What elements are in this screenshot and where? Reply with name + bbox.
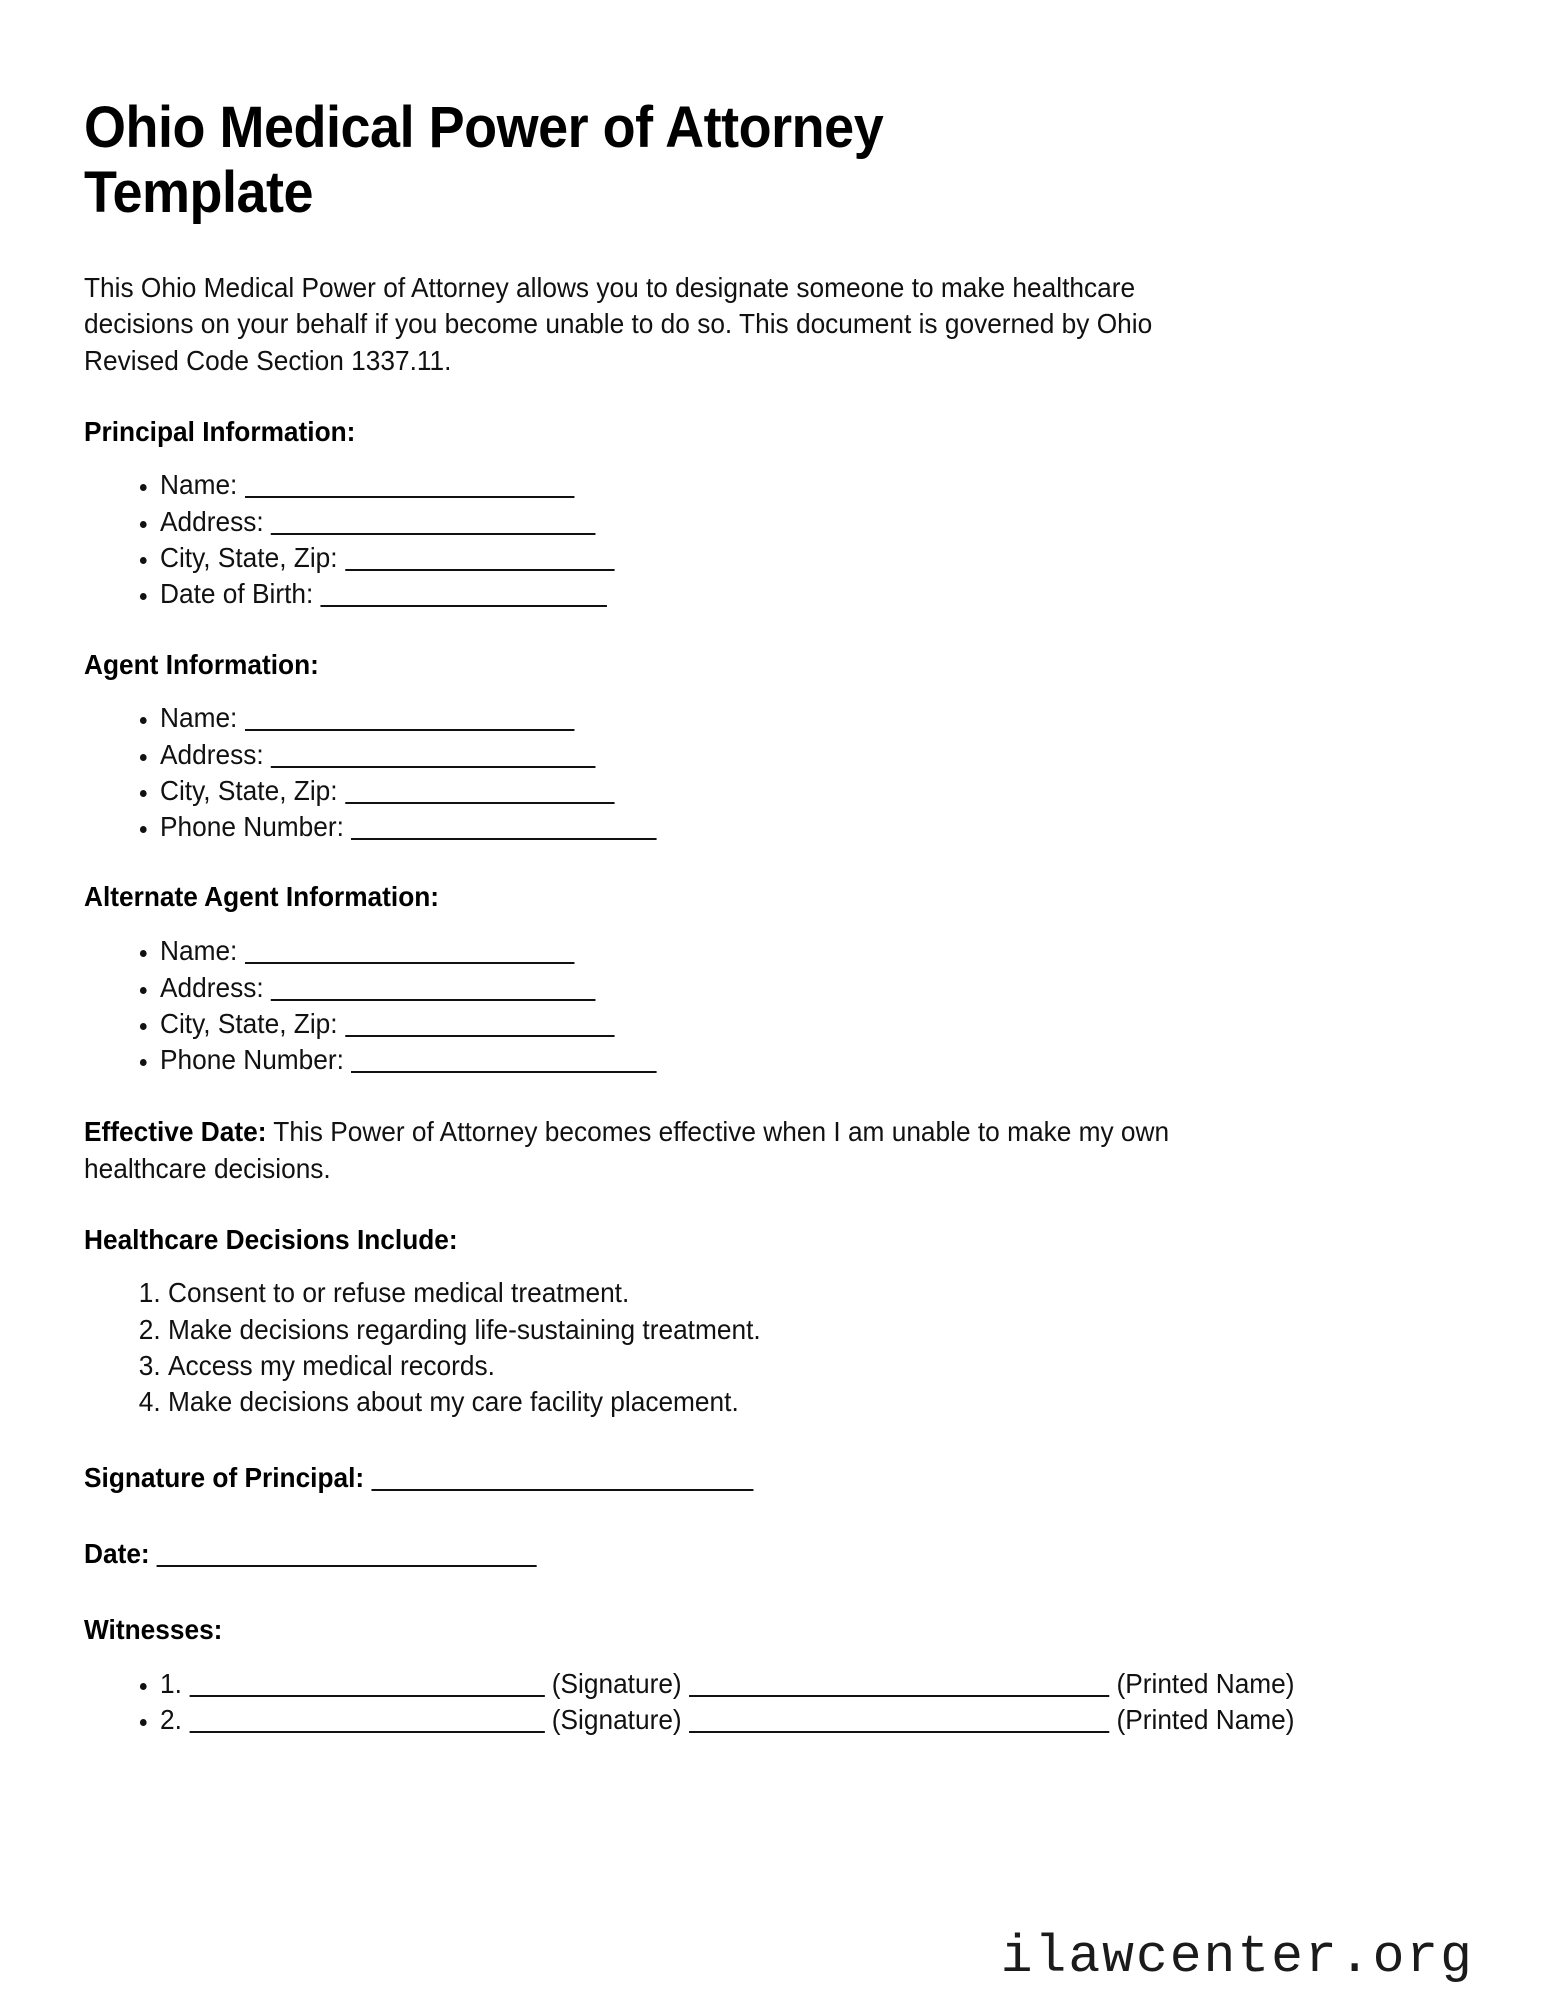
blank-line[interactable] — [271, 511, 596, 535]
field-label: Phone Number: — [160, 1044, 344, 1076]
signature-date-line — [84, 1536, 1373, 1572]
field-agent-name — [160, 700, 1377, 736]
field-agent-city-state-zip — [160, 773, 1377, 809]
witness-number: 1. — [160, 1667, 182, 1699]
field-label: Date of Birth: — [160, 578, 314, 610]
blank-line[interactable] — [245, 940, 574, 964]
blank-line-printed-name[interactable] — [689, 1709, 1109, 1733]
field-label: City, State, Zip: — [160, 541, 338, 573]
witness-row — [160, 1666, 1411, 1702]
witness-number: 2. — [160, 1704, 182, 1736]
blank-line[interactable] — [351, 816, 657, 840]
section-heading-principal: Principal Information: — [84, 415, 356, 447]
field-label: Address: — [160, 505, 264, 537]
blank-line[interactable] — [345, 780, 614, 804]
field-label: Phone Number: — [160, 811, 344, 843]
footer-brand-watermark: ilawcenter.org — [1000, 1927, 1474, 1987]
field-alternate-agent-city-state-zip — [160, 1006, 1377, 1042]
blank-line[interactable] — [245, 707, 574, 731]
field-label: Address: — [160, 971, 264, 1003]
list-item: 1. Consent to or refuse medical treatment. — [168, 1275, 1377, 1311]
blank-line[interactable] — [157, 1543, 537, 1567]
witness-printed-name-label: (Printed Name) — [1116, 1667, 1295, 1699]
blank-line[interactable] — [271, 744, 596, 768]
blank-line[interactable] — [345, 1013, 614, 1037]
field-label: Name: — [160, 469, 238, 501]
field-alternate-agent-phone-number — [160, 1042, 1377, 1078]
section-heading-alternate-agent: Alternate Agent Information: — [84, 881, 440, 913]
agent-field-list — [84, 700, 1434, 845]
field-label: City, State, Zip: — [160, 1007, 338, 1039]
field-label: Name: — [160, 935, 238, 967]
witness-signature-label: (Signature) — [551, 1704, 682, 1736]
blank-line[interactable] — [245, 474, 574, 498]
field-alternate-agent-name — [160, 933, 1377, 969]
field-principal-name — [160, 467, 1377, 503]
healthcare-decisions-list — [84, 1275, 1434, 1420]
blank-line-signature[interactable] — [189, 1673, 544, 1697]
witness-signature-label: (Signature) — [551, 1667, 682, 1699]
field-agent-phone-number — [160, 809, 1377, 845]
witness-list — [84, 1666, 1434, 1739]
blank-line-printed-name[interactable] — [689, 1673, 1109, 1697]
intro-paragraph: This Ohio Medical Power of Attorney allows you to designate someone to make healthcare decisions on your behalf if you become unable to do so. This document is governed by Ohio Revised Code Section 1337.11. — [84, 271, 1153, 377]
signature-date-label: Date: — [84, 1538, 150, 1570]
field-principal-address — [160, 504, 1377, 540]
principal-field-list — [84, 467, 1434, 612]
blank-line[interactable] — [321, 583, 608, 607]
field-label: Address: — [160, 738, 264, 770]
blank-line[interactable] — [345, 547, 614, 571]
list-item: 3. Access my medical records. — [168, 1348, 1377, 1384]
page-title: Ohio Medical Power of Attorney Template — [84, 95, 884, 225]
witness-row — [160, 1702, 1411, 1738]
witness-printed-name-label: (Printed Name) — [1116, 1704, 1295, 1736]
field-principal-date-of-birth — [160, 576, 1377, 612]
effective-date-paragraph — [84, 1114, 1211, 1187]
list-item: 2. Make decisions regarding life-sustaining treatment. — [168, 1312, 1377, 1348]
alternate-agent-field-list — [84, 933, 1434, 1078]
list-item: 4. Make decisions about my care facility placement. — [168, 1384, 1377, 1420]
field-label: City, State, Zip: — [160, 774, 338, 806]
field-alternate-agent-address — [160, 970, 1377, 1006]
section-heading-witnesses: Witnesses: — [84, 1613, 223, 1645]
document-content — [84, 96, 1434, 1739]
blank-line[interactable] — [351, 1049, 657, 1073]
section-heading-agent: Agent Information: — [84, 648, 319, 680]
blank-line-signature[interactable] — [189, 1709, 544, 1733]
blank-line[interactable] — [371, 1467, 753, 1491]
effective-date-text: This Power of Attorney becomes effective when I am unable to make my own healthcare decisions. — [84, 1116, 1170, 1184]
field-label: Name: — [160, 702, 238, 734]
blank-line[interactable] — [271, 977, 596, 1001]
field-agent-address — [160, 737, 1377, 773]
effective-date-label: Effective Date: — [84, 1116, 267, 1148]
field-principal-city-state-zip — [160, 540, 1377, 576]
signature-of-principal-label: Signature of Principal: — [84, 1462, 365, 1494]
section-heading-healthcare-decisions: Healthcare Decisions Include: — [84, 1223, 458, 1255]
signature-of-principal-line — [84, 1460, 1373, 1496]
